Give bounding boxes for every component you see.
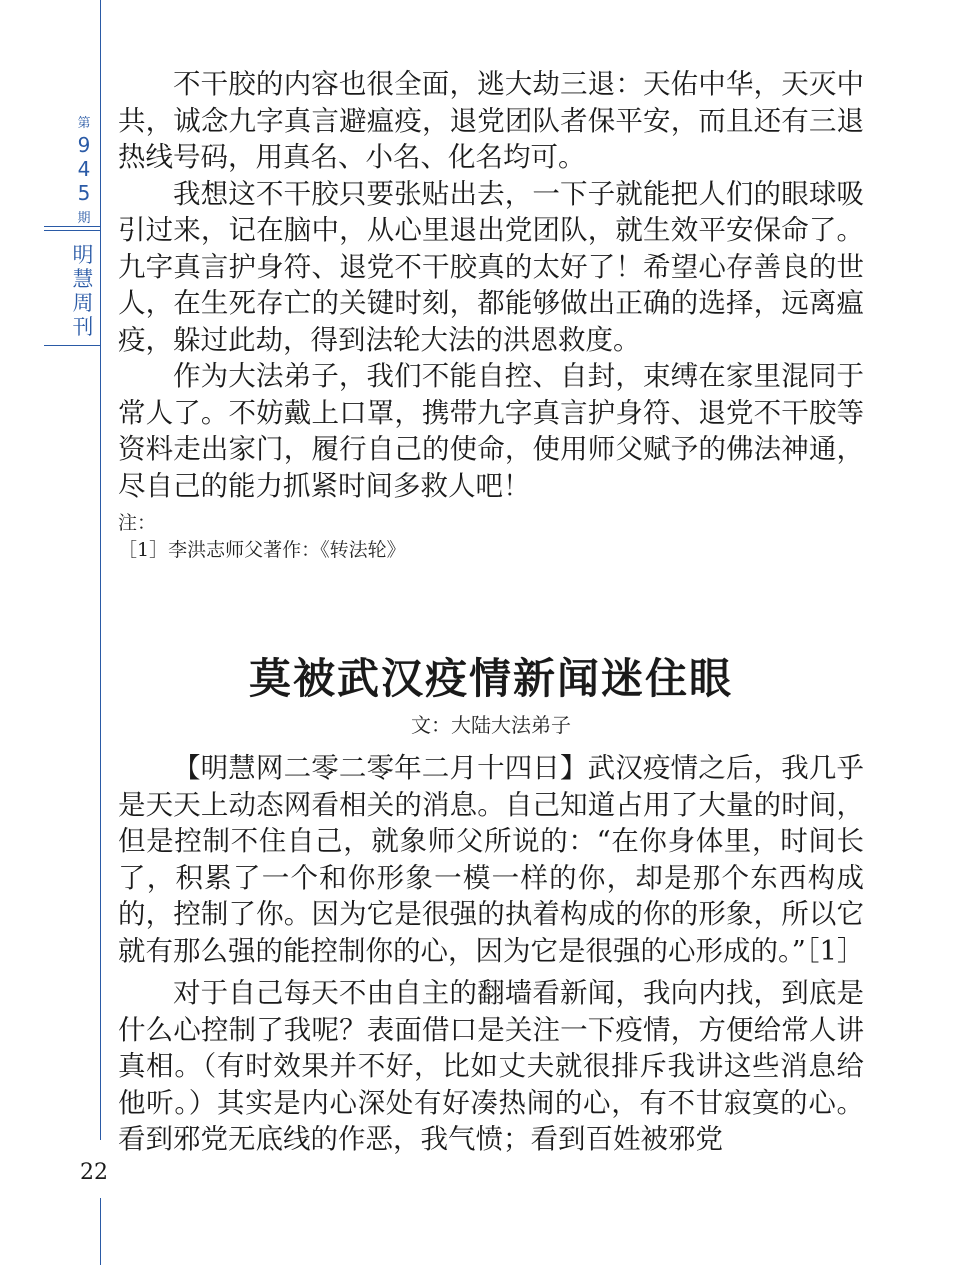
- page-number: 22: [80, 1160, 108, 1185]
- paragraph: 我想这不干胶只要张贴出去，一下子就能把人们的眼球吸引过来，记在脑中，从心里退出党团队，就生效平安保命了。九字真言护身符、退党不干胶真的太好了！希望心存善良的世人，在生死存亡的关键时刻，都能够做出正确的选择，远离瘟疫，躲过此劫，得到法轮大法的洪恩救度。: [118, 177, 864, 356]
- divider: [44, 345, 100, 346]
- issue-suffix: 期: [77, 211, 91, 226]
- paragraph: 【明慧网二零二零年二月十四日】武汉疫情之后，我几乎是天天上动态网看相关的消息。自己知道占用了大量的时间，但是控制不住自己，就象师父所说的：“在你身体里，时间长了，积累了一个和你形象一模一样的你，却是那个东西构成的，控制了你。因为它是很强的执着构成的你的形象，所以它就有那么强的能控制你的心，因为它是很强的心形成的。”［1］: [118, 752, 865, 967]
- article-title: 莫被武汉疫情新闻迷住眼: [248, 654, 733, 703]
- issue-prefix: 第: [77, 116, 91, 131]
- article-2-body: [118, 750, 864, 1158]
- margin-rule: [100, 0, 101, 1140]
- paragraph: 不干胶的内容也很全面，逃大劫三退：天佑中华，天灭中共，诚念九字真言避瘟疫，退党团队者保平安，而且还有三退热线号码，用真名、小名、化名均可。: [118, 68, 864, 173]
- paragraph: 作为大法弟子，我们不能自控、自封，束缚在家里混同于常人了。不妨戴上口罩，携带九字真言护身符、退党不干胶等资料走出家门，履行自己的使命，使用师父赋予的佛法神通，尽自己的能力抓紧时间多救人吧！: [118, 360, 864, 502]
- article-1-body: [118, 66, 864, 564]
- margin-rule-bottom: [100, 1198, 101, 1265]
- article-author: 文：大陆大法弟子: [411, 713, 571, 737]
- issue-number: 9 4 5: [77, 133, 91, 205]
- footnote-label: 注：: [118, 512, 157, 534]
- footnote-item: ［1］李洪志师父著作：《转法轮》: [118, 539, 406, 561]
- footnote: [118, 510, 864, 564]
- paragraph: 对于自己每天不由自主的翻墙看新闻，我向内找，到底是什么心控制了我呢？表面借口是关注一下疫情，方便给常人讲真相。（有时效果并不好，比如丈夫就很排斥我讲这些消息给他听。）其实是内心深处有好凑热闹的心，有不甘寂寞的心。看到邪党无底线的作恶，我气愤；看到百姓被邪党: [118, 977, 864, 1155]
- divider: [44, 226, 100, 231]
- magazine-name: 明 慧 周 刊: [72, 243, 94, 339]
